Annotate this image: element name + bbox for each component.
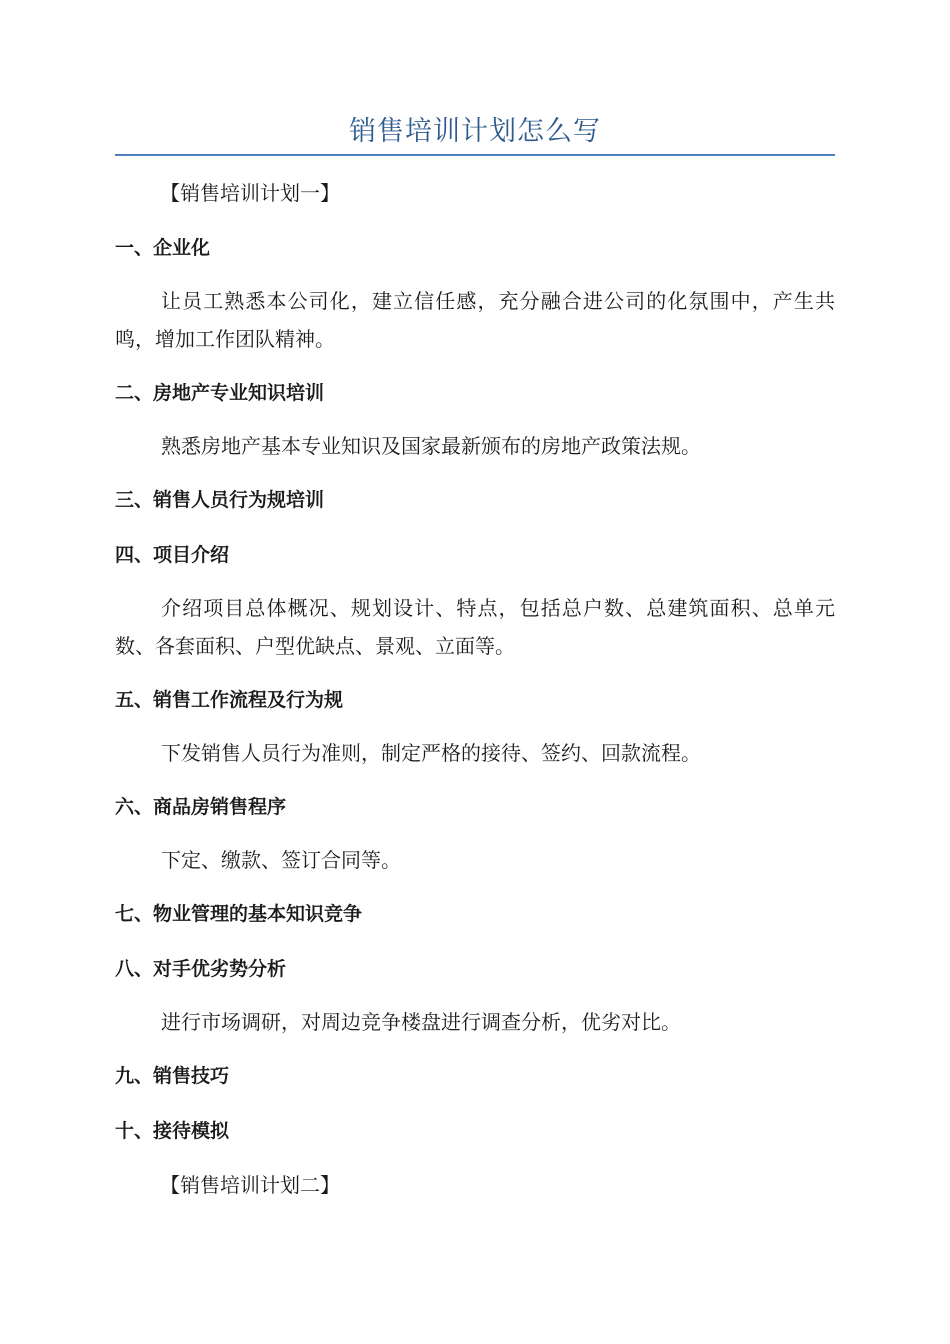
section-paragraph: 进行市场调研，对周边竞争楼盘进行调查分析，优劣对比。 xyxy=(161,1010,681,1034)
section-heading: 一、企业化 xyxy=(115,237,211,259)
section-paragraph: 让员工熟悉本公司化，建立信任感，充分融合进公司的化氛围中，产生共鸣，增加工作团队精神。 xyxy=(115,289,835,351)
plan-heading-2: 【销售培训计划二】 xyxy=(160,1173,340,1197)
section-heading: 八、对手优劣势分析 xyxy=(115,958,287,980)
section-heading: 十、接待模拟 xyxy=(115,1120,230,1142)
section-heading: 三、销售人员行为规培训 xyxy=(115,489,325,511)
section-heading: 四、项目介绍 xyxy=(115,544,230,566)
section-paragraph: 介绍项目总体概况、规划设计、特点，包括总户数、总建筑面积、总单元数、各套面积、户型优缺点、景观、立面等。 xyxy=(115,596,835,658)
plan-heading-1: 【销售培训计划一】 xyxy=(160,181,340,205)
section-heading: 二、房地产专业知识培训 xyxy=(115,382,325,404)
section-heading: 六、商品房销售程序 xyxy=(115,796,287,818)
section-paragraph: 下定、缴款、签订合同等。 xyxy=(161,848,401,872)
section-heading: 九、销售技巧 xyxy=(115,1065,230,1087)
document-title: 销售培训计划怎么写 xyxy=(349,116,601,147)
document-body xyxy=(115,173,835,1205)
section-paragraph: 熟悉房地产基本专业知识及国家最新颁布的房地产政策法规。 xyxy=(161,434,701,458)
section-heading: 五、销售工作流程及行为规 xyxy=(115,689,344,711)
section-paragraph: 下发销售人员行为准则，制定严格的接待、签约、回款流程。 xyxy=(161,741,701,765)
section-heading: 七、物业管理的基本知识竞争 xyxy=(115,903,363,925)
title-underline xyxy=(115,154,835,156)
